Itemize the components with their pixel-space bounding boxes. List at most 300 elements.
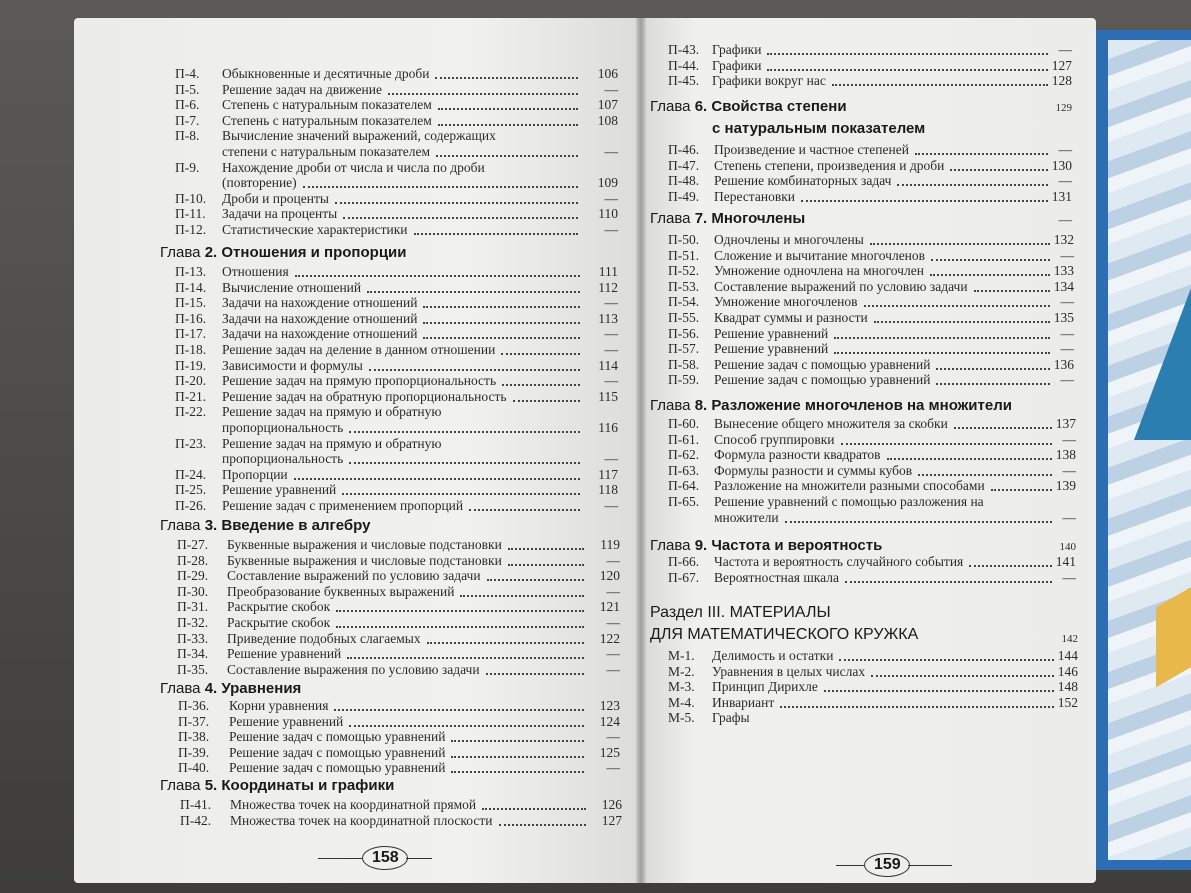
toc-entry-title: Решение задач на движение bbox=[222, 81, 382, 97]
toc-entry-number: П-50. bbox=[668, 232, 700, 247]
toc-leader-dots bbox=[414, 231, 579, 235]
toc-leader-dots bbox=[501, 351, 580, 355]
toc-entry-number: П-34. bbox=[177, 646, 209, 662]
toc-entry-number: П-66. bbox=[668, 554, 700, 569]
toc-leader-dots bbox=[841, 441, 1053, 445]
toc-leader-dots bbox=[487, 577, 584, 581]
chapter-title: 4. Уравнения bbox=[200, 680, 302, 697]
toc-leader-dots bbox=[423, 335, 580, 339]
toc-page-number: 141 bbox=[1055, 554, 1076, 569]
toc-page-number: — bbox=[1060, 325, 1074, 341]
toc-entry-title: Графики вокруг нас bbox=[712, 73, 826, 89]
chapter-title: 6. Свойства степени bbox=[690, 98, 847, 115]
chapter-title: 7. Многочлены bbox=[690, 210, 806, 227]
toc-page-number: 120 bbox=[599, 568, 620, 584]
toc-leader-dots bbox=[508, 546, 584, 550]
toc-page-number: — bbox=[604, 342, 618, 357]
toc-leader-dots bbox=[349, 460, 580, 464]
toc-entry-number: М-1. bbox=[668, 648, 695, 663]
toc-entry-number: П-16. bbox=[175, 310, 207, 326]
toc-entry-title: Решение комбинаторных задач bbox=[714, 173, 892, 189]
toc-entry-number: М-5. bbox=[668, 710, 695, 726]
toc-entry-title: Решение задач с помощью уравнений bbox=[714, 356, 931, 372]
toc-page-number: — bbox=[1062, 431, 1076, 447]
toc-leader-dots bbox=[871, 673, 1054, 677]
toc-page-number: — bbox=[1062, 569, 1076, 585]
toc-page-number: — bbox=[604, 295, 618, 311]
page-number-159: 159 bbox=[874, 856, 901, 873]
toc-entry-number: П-32. bbox=[177, 615, 209, 630]
toc-entry-title: Разложение на множители разными способами bbox=[714, 478, 985, 494]
toc-page-number: 144 bbox=[1057, 648, 1078, 663]
toc-page-number: — bbox=[1060, 294, 1074, 310]
toc-entry-number: П-67. bbox=[668, 569, 700, 585]
folio-rule bbox=[318, 858, 362, 859]
toc-entry-number: П-21. bbox=[175, 388, 207, 404]
toc-entry-number: П-57. bbox=[668, 341, 700, 357]
toc-page-number: — bbox=[606, 760, 620, 776]
toc-page-number: — bbox=[604, 326, 618, 342]
toc-entry-number: П-8. bbox=[175, 128, 200, 144]
page-number-158: 158 bbox=[372, 849, 399, 866]
toc-entry-number: П-24. bbox=[175, 466, 207, 482]
toc-entry-number: П-6. bbox=[175, 97, 200, 113]
toc-entry-number: П-46. bbox=[668, 142, 700, 157]
toc-entry-title: Корни уравнения bbox=[229, 698, 329, 713]
chapter-word: Глава bbox=[160, 244, 201, 261]
toc-entry-title: Графики bbox=[712, 57, 762, 73]
toc-leader-dots bbox=[460, 593, 584, 597]
toc-leader-dots bbox=[870, 241, 1050, 245]
toc-entry-title: Буквенные выражения и числовые подстановки bbox=[227, 537, 502, 552]
toc-page-number: — bbox=[604, 190, 618, 206]
chapter-word: Глава bbox=[650, 397, 691, 414]
toc-leader-dots bbox=[767, 67, 1048, 71]
toc-page-number: 111 bbox=[598, 264, 618, 279]
toc-entry-title: Преобразование буквенных выражений bbox=[227, 583, 455, 599]
toc-entry-title: Отношения bbox=[222, 264, 289, 279]
toc-entry-number: П-10. bbox=[175, 190, 207, 206]
chapter-title: 5. Координаты и графики bbox=[200, 777, 395, 794]
toc-leader-dots bbox=[438, 106, 578, 110]
toc-leader-dots bbox=[834, 350, 1050, 354]
toc-entry-title: Зависимости и формулы bbox=[222, 357, 363, 373]
chapter-title: 8. Разложение многочленов на множители bbox=[690, 397, 1012, 414]
toc-entry-title: Решение задач на деление в данном отношении bbox=[222, 342, 496, 357]
section-heading bbox=[650, 604, 831, 622]
toc-entry-number: П-35. bbox=[177, 661, 209, 677]
toc-entry-number: П-36. bbox=[178, 698, 210, 713]
toc-entry-number: П-13. bbox=[175, 264, 207, 279]
toc-entry-title: Решение уравнений bbox=[714, 325, 829, 341]
toc-entry-title: Формулы разности и суммы кубов bbox=[714, 462, 913, 478]
toc-page-number: 129 bbox=[1055, 102, 1072, 114]
page-number-oval bbox=[362, 846, 408, 870]
toc-leader-dots bbox=[845, 579, 1052, 583]
toc-entry-number: П-33. bbox=[177, 630, 209, 646]
toc-entry-number: П-52. bbox=[668, 263, 700, 279]
toc-entry-number: П-20. bbox=[175, 373, 207, 389]
toc-entry-title: Множества точек на координатной плоскости bbox=[230, 812, 493, 828]
toc-entry-title: пропорциональность bbox=[222, 451, 344, 467]
toc-leader-dots bbox=[336, 608, 584, 612]
toc-entry-number: П-64. bbox=[668, 478, 700, 494]
toc-page-number: 122 bbox=[599, 630, 620, 646]
toc-entry-number: П-7. bbox=[175, 112, 200, 128]
chapter-heading bbox=[650, 210, 805, 227]
toc-entry-title: степени с натуральным показателем bbox=[222, 144, 431, 159]
toc-entry-title: Уравнения в целых числах bbox=[712, 663, 866, 679]
toc-leader-dots bbox=[785, 519, 1052, 523]
toc-entry-number: П-25. bbox=[175, 482, 207, 498]
toc-entry-title: Графы bbox=[712, 710, 750, 726]
toc-leader-dots bbox=[334, 707, 584, 711]
toc-entry-number: П-63. bbox=[668, 462, 700, 478]
toc-entry-title: Составление выражений по условию задачи bbox=[714, 278, 968, 294]
toc-leader-dots bbox=[369, 367, 580, 371]
toc-page-number: 125 bbox=[599, 744, 620, 760]
toc-entry-number: П-47. bbox=[668, 157, 700, 173]
toc-entry-title: Раскрытие скобок bbox=[227, 615, 331, 630]
chapter-heading bbox=[160, 680, 301, 697]
toc-page-number: 136 bbox=[1053, 356, 1074, 372]
toc-leader-dots bbox=[864, 303, 1051, 307]
toc-page-number: 146 bbox=[1057, 663, 1078, 679]
chapter-title: 2. Отношения и пропорции bbox=[200, 244, 407, 261]
toc-leader-dots bbox=[801, 198, 1048, 202]
toc-leader-dots bbox=[499, 822, 587, 826]
toc-entry-number: П-60. bbox=[668, 416, 700, 431]
toc-entry-title: Задачи на нахождение отношений bbox=[222, 326, 418, 342]
chapter-word: Глава bbox=[160, 680, 201, 697]
toc-entry-number: П-42. bbox=[180, 812, 212, 828]
toc-entry-title: Множества точек на координатной прямой bbox=[230, 797, 477, 812]
toc-entry-number: П-11. bbox=[175, 206, 206, 222]
toc-entry-title: Составление выражений по условию задачи bbox=[227, 568, 481, 584]
toc-leader-dots bbox=[780, 704, 1054, 708]
toc-entry-number: П-12. bbox=[175, 222, 207, 237]
toc-entry-number: П-65. bbox=[668, 494, 700, 509]
toc-page-number: 130 bbox=[1051, 157, 1072, 173]
toc-entry-number: М-2. bbox=[668, 663, 695, 679]
toc-page-number: — bbox=[604, 81, 618, 97]
toc-page-number: — bbox=[1062, 462, 1076, 478]
toc-leader-dots bbox=[918, 472, 1052, 476]
toc-page-number: 127 bbox=[1051, 57, 1072, 73]
chapter-title: 9. Частота и вероятность bbox=[690, 537, 883, 554]
toc-page-number: 148 bbox=[1057, 679, 1078, 695]
chapter-title: 3. Введение в алгебру bbox=[200, 517, 371, 534]
toc-leader-dots bbox=[936, 381, 1050, 385]
toc-leader-dots bbox=[347, 655, 584, 659]
toc-page-number: 112 bbox=[598, 279, 618, 295]
toc-leader-dots bbox=[349, 429, 580, 433]
chapter-title-line2: с натуральным показателем bbox=[712, 120, 926, 137]
toc-entry-title: Принцип Дирихле bbox=[712, 679, 818, 695]
toc-entry-title: Пропорции bbox=[222, 466, 288, 482]
toc-entry-title: Статистические характеристики bbox=[222, 222, 408, 237]
toc-entry-number: П-55. bbox=[668, 310, 700, 325]
toc-page-number: 135 bbox=[1053, 310, 1074, 325]
toc-entry-title: Решение задач на прямую пропорциональность bbox=[222, 373, 497, 389]
toc-entry-title: Перестановки bbox=[714, 188, 795, 204]
toc-leader-dots bbox=[930, 272, 1050, 276]
chapter-heading bbox=[160, 777, 394, 794]
toc-entry-title: Приведение подобных слагаемых bbox=[227, 630, 421, 646]
folio-rule bbox=[836, 865, 864, 866]
toc-entry-title: пропорциональность bbox=[222, 420, 344, 435]
toc-leader-dots bbox=[451, 738, 584, 742]
toc-page-number: 121 bbox=[599, 599, 620, 615]
toc-entry-number: П-53. bbox=[668, 278, 700, 294]
toc-leader-dots bbox=[295, 273, 580, 277]
toc-page-number: 110 bbox=[598, 206, 618, 222]
chapter-word: Глава bbox=[650, 537, 691, 554]
toc-page-number: 106 bbox=[597, 66, 618, 81]
toc-entry-title: Степень с натуральным показателем bbox=[222, 112, 432, 128]
book-gutter bbox=[636, 18, 646, 883]
toc-leader-dots bbox=[469, 507, 580, 511]
toc-entry-number: П-54. bbox=[668, 294, 700, 310]
toc-leader-dots bbox=[349, 723, 584, 727]
toc-leader-dots bbox=[839, 657, 1054, 661]
toc-page-number: — bbox=[606, 729, 620, 745]
toc-page-number: — bbox=[606, 583, 620, 599]
toc-entry-number: П-19. bbox=[175, 357, 207, 373]
toc-leader-dots bbox=[388, 91, 578, 95]
toc-page-number: — bbox=[606, 615, 620, 630]
toc-leader-dots bbox=[513, 398, 580, 402]
toc-entry-title: Решение задач на обратную пропорциональность bbox=[222, 388, 507, 404]
toc-page-number: 107 bbox=[597, 97, 618, 113]
chapter-word: Глава bbox=[160, 777, 201, 794]
toc-entry-title: Буквенные выражения и числовые подстановки bbox=[227, 552, 502, 568]
toc-page-number: 132 bbox=[1053, 232, 1074, 247]
toc-entry-title: Задачи на нахождение отношений bbox=[222, 310, 418, 326]
toc-page-number: — bbox=[1060, 341, 1074, 357]
toc-entry-title: Вычисление отношений bbox=[222, 279, 362, 295]
toc-entry-number: П-26. bbox=[175, 498, 207, 513]
toc-entry-title: Решение уравнений bbox=[227, 646, 342, 662]
toc-entry-title: Нахождение дроби от числа и числа по дроби bbox=[222, 159, 485, 175]
toc-entry-title: множители bbox=[714, 509, 779, 525]
toc-page-number: 133 bbox=[1053, 263, 1074, 279]
toc-entry-title: Решение уравнений bbox=[229, 713, 344, 729]
toc-entry-title: Частота и вероятность случайного события bbox=[714, 554, 964, 569]
toc-entry-title: Решение уравнений bbox=[714, 341, 829, 357]
toc-page-number: 142 bbox=[1061, 633, 1078, 645]
toc-entry-number: П-18. bbox=[175, 342, 207, 357]
toc-entry-title: Графики bbox=[712, 42, 762, 57]
toc-page-number: 138 bbox=[1055, 447, 1076, 463]
toc-entry-number: П-14. bbox=[175, 279, 207, 295]
toc-page-number: — bbox=[606, 661, 620, 677]
toc-entry-title: Решение уравнений bbox=[222, 482, 337, 498]
toc-entry-number: П-17. bbox=[175, 326, 207, 342]
toc-entry-number: П-58. bbox=[668, 356, 700, 372]
toc-leader-dots bbox=[824, 688, 1054, 692]
toc-entry-title: Степень с натуральным показателем bbox=[222, 97, 432, 113]
toc-leader-dots bbox=[436, 153, 578, 157]
toc-entry-number: П-5. bbox=[175, 81, 200, 97]
toc-page-number: 131 bbox=[1051, 188, 1072, 204]
toc-leader-dots bbox=[343, 215, 578, 219]
toc-entry-title: Решение задач с применением пропорций bbox=[222, 498, 464, 513]
toc-entry-title: Вероятностная шкала bbox=[714, 569, 839, 585]
toc-leader-dots bbox=[767, 51, 1048, 55]
toc-entry-title: Решение задач с помощью уравнений bbox=[714, 372, 931, 388]
toc-leader-dots bbox=[294, 476, 580, 480]
toc-entry-number: П-41. bbox=[180, 797, 212, 812]
toc-entry-title: Решение задач на прямую и обратную bbox=[222, 435, 442, 451]
toc-leader-dots bbox=[303, 184, 578, 188]
toc-page-number: 124 bbox=[599, 713, 620, 729]
toc-entry-number: П-38. bbox=[178, 729, 210, 745]
toc-page-number: — bbox=[604, 451, 618, 467]
folio-rule bbox=[406, 858, 432, 859]
toc-entry-title: Квадрат суммы и разности bbox=[714, 310, 868, 325]
toc-entry-number: М-4. bbox=[668, 694, 695, 710]
toc-entry-number: П-59. bbox=[668, 372, 700, 388]
toc-page-number: 139 bbox=[1055, 478, 1076, 494]
toc-leader-dots bbox=[435, 75, 578, 79]
toc-leader-dots bbox=[936, 366, 1050, 370]
toc-entry-title: Вынесение общего множителя за скобки bbox=[714, 416, 948, 431]
toc-leader-dots bbox=[451, 754, 584, 758]
toc-entry-number: П-22. bbox=[175, 404, 207, 420]
toc-page-number: 119 bbox=[600, 537, 620, 552]
chapter-heading bbox=[650, 537, 882, 554]
toc-leader-dots bbox=[486, 671, 584, 675]
toc-page-number: 140 bbox=[1059, 541, 1076, 553]
toc-leader-dots bbox=[423, 304, 580, 308]
toc-entry-number: П-40. bbox=[178, 760, 210, 776]
chapter-heading bbox=[650, 397, 1012, 414]
toc-leader-dots bbox=[482, 806, 586, 810]
toc-leader-dots bbox=[367, 289, 580, 293]
toc-page-number: 109 bbox=[597, 175, 618, 191]
toc-entry-number: П-27. bbox=[177, 537, 209, 552]
toc-leader-dots bbox=[508, 562, 584, 566]
toc-entry-title: Дроби и проценты bbox=[222, 190, 329, 206]
toc-page-number: 113 bbox=[598, 310, 618, 326]
toc-leader-dots bbox=[336, 624, 584, 628]
section-title-line2: ДЛЯ МАТЕМАТИЧЕСКОГО КРУЖКА bbox=[650, 626, 919, 643]
section-title: III. МАТЕРИАЛЫ bbox=[702, 604, 831, 621]
toc-page-number: — bbox=[1060, 247, 1074, 263]
toc-leader-dots bbox=[423, 320, 580, 324]
toc-page-number: — bbox=[606, 552, 620, 568]
chapter-heading bbox=[160, 517, 370, 534]
chapter-heading bbox=[650, 98, 847, 115]
chapter-heading bbox=[160, 244, 406, 261]
toc-page-number: 128 bbox=[1051, 73, 1072, 89]
toc-entry-title: Составление выражения по условию задачи bbox=[227, 661, 480, 677]
toc-page-number: 134 bbox=[1053, 278, 1074, 294]
toc-entry-title: Степень степени, произведения и дроби bbox=[714, 157, 945, 173]
toc-entry-title: Делимость и остатки bbox=[712, 648, 834, 663]
toc-entry-title: Умножение одночлена на многочлен bbox=[714, 263, 924, 279]
toc-page-number: 137 bbox=[1055, 416, 1076, 431]
toc-entry-number: П-49. bbox=[668, 188, 700, 204]
adjacent-book-cover bbox=[1094, 30, 1191, 870]
toc-entry-number: П-31. bbox=[177, 599, 209, 615]
toc-entry-title: Решение уравнений с помощью разложения на bbox=[714, 494, 984, 509]
chapter-word: Глава bbox=[160, 517, 201, 534]
toc-entry-title: Инвариант bbox=[712, 694, 775, 710]
toc-entry-number: П-61. bbox=[668, 431, 700, 447]
toc-entry-number: П-29. bbox=[177, 568, 209, 584]
toc-entry-number: П-43. bbox=[668, 42, 700, 57]
toc-leader-dots bbox=[342, 491, 580, 495]
toc-entry-title: Произведение и частное степеней bbox=[714, 142, 909, 157]
page-number-oval bbox=[864, 853, 910, 877]
toc-entry-number: П-15. bbox=[175, 295, 207, 311]
chapter-word: Глава bbox=[650, 210, 691, 227]
toc-page-number: — bbox=[604, 373, 618, 389]
toc-entry-number: П-45. bbox=[668, 73, 700, 89]
toc-entry-number: П-62. bbox=[668, 447, 700, 463]
toc-page-number: — bbox=[604, 498, 618, 513]
toc-entry-number: П-28. bbox=[177, 552, 209, 568]
toc-entry-number: П-30. bbox=[177, 583, 209, 599]
toc-page-number: — bbox=[1062, 509, 1076, 525]
toc-entry-title: (повторение) bbox=[222, 175, 297, 191]
toc-entry-title: Способ группировки bbox=[714, 431, 835, 447]
toc-leader-dots bbox=[438, 122, 578, 126]
toc-page-number: 108 bbox=[597, 112, 618, 128]
toc-entry-number: П-23. bbox=[175, 435, 207, 451]
toc-entry-title: Раскрытие скобок bbox=[227, 599, 331, 615]
toc-entry-title: Задачи на проценты bbox=[222, 206, 338, 222]
section-word: Раздел bbox=[650, 604, 703, 621]
toc-entry-title: Умножение многочленов bbox=[714, 294, 858, 310]
toc-leader-dots bbox=[335, 200, 578, 204]
toc-leader-dots bbox=[887, 456, 1053, 460]
toc-page-number: 117 bbox=[598, 466, 618, 482]
toc-leader-dots bbox=[915, 151, 1048, 155]
toc-entry-number: П-44. bbox=[668, 57, 700, 73]
toc-entry-title: Одночлены и многочлены bbox=[714, 232, 864, 247]
toc-entry-title: Решение задач с помощью уравнений bbox=[229, 744, 446, 760]
toc-page-number: — bbox=[1058, 42, 1072, 57]
toc-page-number: 118 bbox=[598, 482, 618, 498]
toc-page-number: 115 bbox=[598, 388, 618, 404]
toc-entry-title: Решение задач на прямую и обратную bbox=[222, 404, 442, 420]
toc-page-number: 152 bbox=[1057, 694, 1078, 710]
toc-leader-dots bbox=[832, 82, 1048, 86]
toc-entry-title: Обыкновенные и десятичные дроби bbox=[222, 66, 430, 81]
toc-page-number: 123 bbox=[599, 698, 620, 713]
toc-entry-title: Решение задач с помощью уравнений bbox=[229, 760, 446, 776]
toc-leader-dots bbox=[834, 335, 1050, 339]
toc-leader-dots bbox=[427, 640, 584, 644]
toc-entry-title: Задачи на нахождение отношений bbox=[222, 295, 418, 311]
toc-entry-number: П-48. bbox=[668, 173, 700, 189]
toc-page-number: — bbox=[1058, 142, 1072, 157]
toc-entry-number: М-3. bbox=[668, 679, 695, 695]
toc-page-number: — bbox=[606, 646, 620, 662]
toc-entry-title: Формула разности квадратов bbox=[714, 447, 881, 463]
toc-leader-dots bbox=[451, 769, 584, 773]
toc-page-number: — bbox=[604, 222, 618, 237]
toc-entry-number: П-39. bbox=[178, 744, 210, 760]
toc-entry-title: Решение задач с помощью уравнений bbox=[229, 729, 446, 745]
toc-page-number: — bbox=[604, 144, 618, 159]
chapter-word: Глава bbox=[650, 98, 691, 115]
toc-leader-dots bbox=[897, 182, 1048, 186]
toc-page-number: 116 bbox=[598, 420, 618, 435]
